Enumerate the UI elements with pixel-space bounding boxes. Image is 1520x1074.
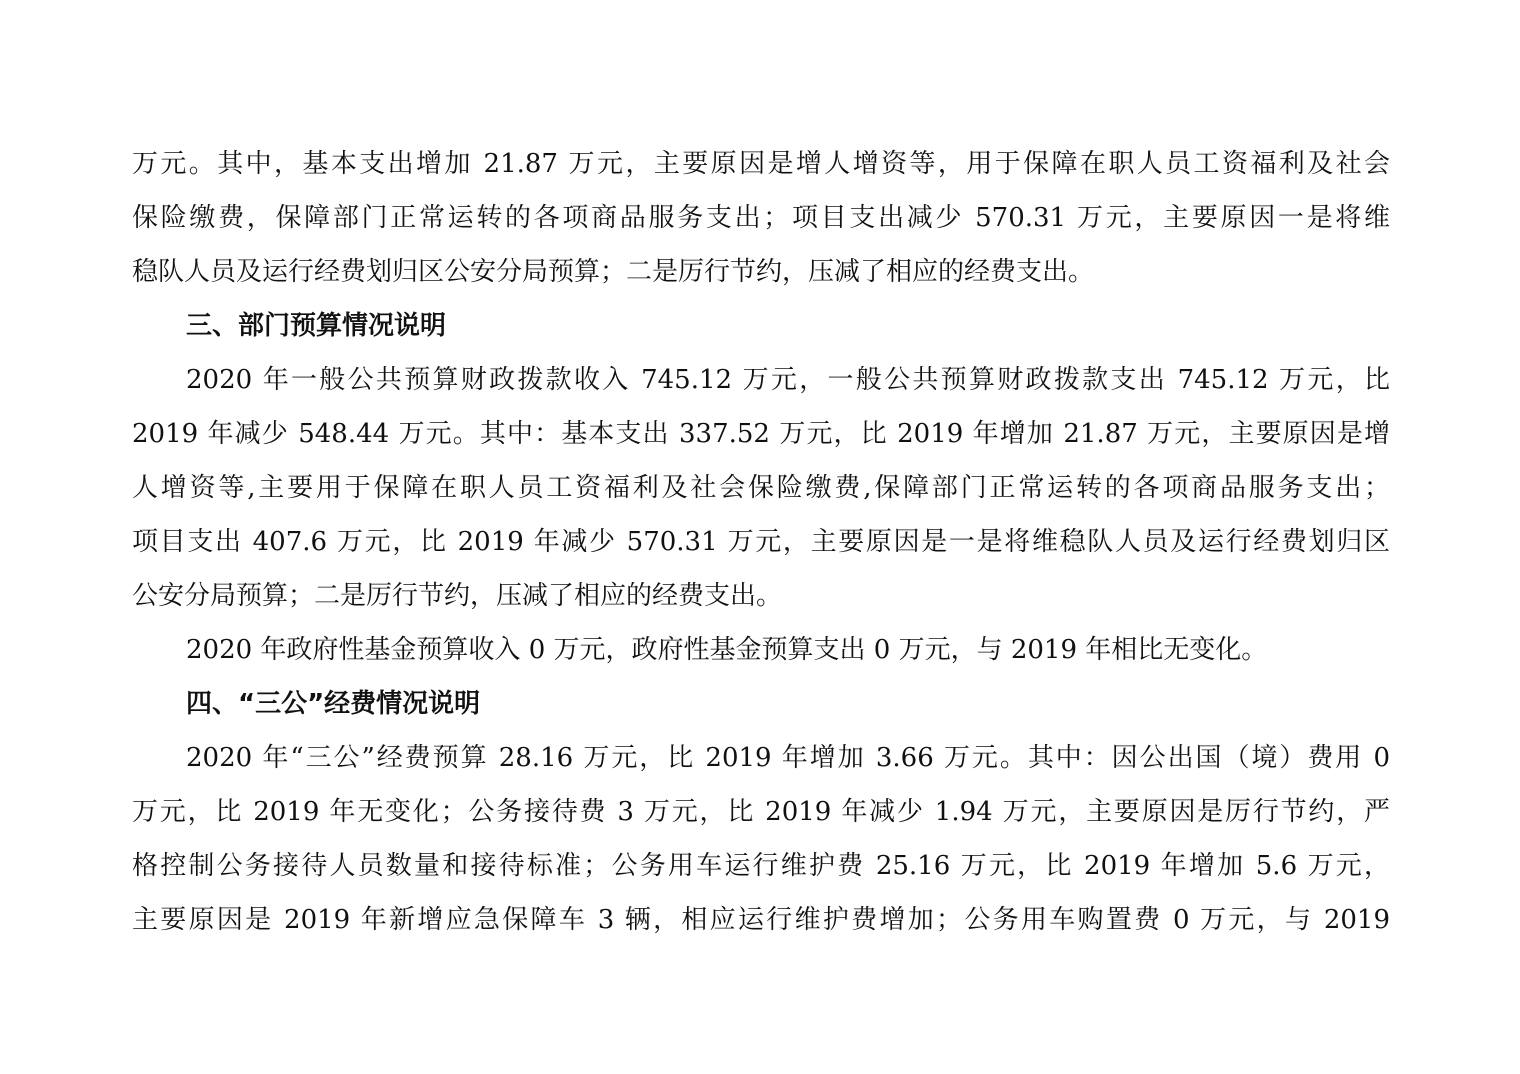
paragraph-line: 格控制公务接待人员数量和接待标准；公务用车运行维护费 25.16 万元，比 2019 年增加 5.6 万元，: [132, 851, 1390, 881]
paragraph-line: 2020 年一般公共预算财政拨款收入 745.12 万元，一般公共预算财政拨款支出 745.12 万元，比: [186, 365, 1390, 395]
paragraph-line: 万元，比 2019 年无变化；公务接待费 3 万元，比 2019 年减少 1.94 万元，主要原因是厉行节约，严: [132, 797, 1390, 827]
paragraph-line: 2020 年“三公”经费预算 28.16 万元，比 2019 年增加 3.66 万元。其中：因公出国（境）费用 0: [186, 743, 1390, 773]
paragraph-line: 人增资等,主要用于保障在职人员工资福利及社会保险缴费,保障部门正常运转的各项商品服务支出；: [132, 473, 1390, 503]
paragraph-line: 万元。其中，基本支出增加 21.87 万元，主要原因是增人增资等，用于保障在职人员工资福利及社会: [132, 149, 1390, 179]
paragraph-line: 项目支出 407.6 万元，比 2019 年减少 570.31 万元，主要原因是一是将维稳队人员及运行经费划归区: [132, 527, 1390, 557]
paragraph-line: 稳队人员及运行经费划归区公安分局预算；二是厉行节约，压减了相应的经费支出。: [132, 257, 1095, 287]
section-heading: 三、部门预算情况说明: [186, 311, 447, 341]
paragraph-line: 主要原因是 2019 年新增应急保障车 3 辆，相应运行维护费增加；公务用车购置费 0 万元，与 2019: [132, 905, 1390, 935]
paragraph-line: 公安分局预算；二是厉行节约，压减了相应的经费支出。: [132, 581, 783, 611]
paragraph-line: 保险缴费，保障部门正常运转的各项商品服务支出；项目支出减少 570.31 万元，主要原因一是将维: [132, 203, 1390, 233]
paragraph-line: 2020 年政府性基金预算收入 0 万元，政府性基金预算支出 0 万元，与 2019 年相比无变化。: [186, 635, 1268, 665]
paragraph-line: 2019 年减少 548.44 万元。其中：基本支出 337.52 万元，比 2019 年增加 21.87 万元，主要原因是增: [132, 419, 1390, 449]
section-heading: 四、“三公”经费情况说明: [186, 689, 481, 719]
